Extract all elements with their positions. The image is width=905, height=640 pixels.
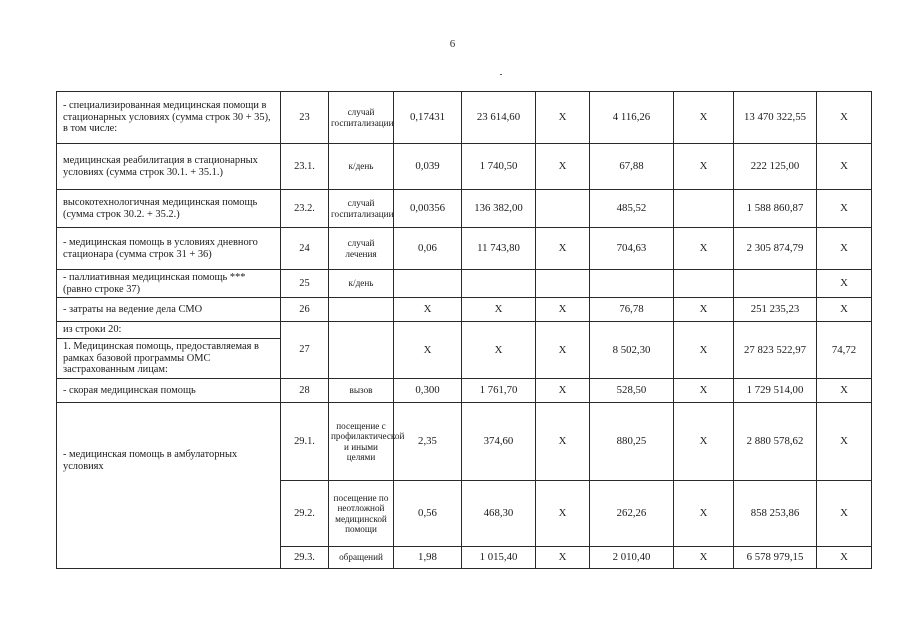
row-line: 24 <box>281 228 329 270</box>
row-value: X <box>536 298 590 322</box>
row-value: 2 010,40 <box>590 547 674 569</box>
row-value: 0,00356 <box>394 190 462 228</box>
row-value: X <box>536 144 590 190</box>
row-value: X <box>462 322 536 379</box>
row-value: 1 761,70 <box>462 379 536 403</box>
row-value: 2 880 578,62 <box>734 403 817 481</box>
row-unit <box>329 298 394 322</box>
row-line: 26 <box>281 298 329 322</box>
row-line: 25 <box>281 270 329 298</box>
row-value: 528,50 <box>590 379 674 403</box>
table-row <box>57 270 872 298</box>
row-value: 8 502,30 <box>590 322 674 379</box>
row-unit: случай госпитализации <box>329 92 394 144</box>
row-value: 27 823 522,97 <box>734 322 817 379</box>
table-row <box>57 379 872 403</box>
row-value: 0,300 <box>394 379 462 403</box>
row-value: X <box>536 547 590 569</box>
row-unit: к/день <box>329 270 394 298</box>
scan-speck <box>500 74 502 75</box>
row-value: 485,52 <box>590 190 674 228</box>
row-value: 262,26 <box>590 481 674 547</box>
row-value: X <box>674 92 734 144</box>
row-value: X <box>817 270 872 298</box>
row-line: 29.2. <box>281 481 329 547</box>
row-value: X <box>536 228 590 270</box>
row-value: 74,72 <box>817 322 872 379</box>
row-value: X <box>817 379 872 403</box>
row-value: 704,63 <box>590 228 674 270</box>
table-row <box>57 403 872 481</box>
row-value: 23 614,60 <box>462 92 536 144</box>
row-value <box>734 270 817 298</box>
row-value: 251 235,23 <box>734 298 817 322</box>
row-value: 136 382,00 <box>462 190 536 228</box>
row-name: - затраты на ведение дела СМО <box>57 298 281 322</box>
row-value: 1 015,40 <box>462 547 536 569</box>
row-value <box>536 190 590 228</box>
row-unit: случай лечения <box>329 228 394 270</box>
row-value <box>394 270 462 298</box>
row-name: - паллиативная медицинская помощь *** (равно строке 37) <box>57 270 281 298</box>
row-value: 76,78 <box>590 298 674 322</box>
row-line: 23.1. <box>281 144 329 190</box>
row-value: 1 588 860,87 <box>734 190 817 228</box>
row-value: 67,88 <box>590 144 674 190</box>
row-value: 0,06 <box>394 228 462 270</box>
row-line: 23.2. <box>281 190 329 228</box>
row-value: X <box>394 322 462 379</box>
row-name: медицинская реабилитация в стационарных условиях (сумма строк 30.1. + 35.1.) <box>57 144 281 190</box>
row-line: 29.1. <box>281 403 329 481</box>
row-value: X <box>462 298 536 322</box>
row-value: X <box>674 379 734 403</box>
row-value <box>674 270 734 298</box>
row-value: X <box>674 481 734 547</box>
row-unit <box>329 322 394 379</box>
row-value: X <box>817 190 872 228</box>
row-from-label: из строки 20: <box>57 322 281 339</box>
row-value: 222 125,00 <box>734 144 817 190</box>
row-value: X <box>817 228 872 270</box>
row-value: X <box>817 547 872 569</box>
row-unit: обращений <box>329 547 394 569</box>
row-line: 28 <box>281 379 329 403</box>
row-unit: посещение с профилактической и иными целями <box>329 403 394 481</box>
row-value <box>462 270 536 298</box>
row-value: 1 740,50 <box>462 144 536 190</box>
row-unit: к/день <box>329 144 394 190</box>
row-value: X <box>817 298 872 322</box>
row-value: 11 743,80 <box>462 228 536 270</box>
row-value: X <box>536 379 590 403</box>
row-value: X <box>394 298 462 322</box>
row-value <box>674 190 734 228</box>
row-value: 1,98 <box>394 547 462 569</box>
row-name: 1. Медицинская помощь, предоставляемая в рамках базовой программы ОМС застрахованным лицам: <box>57 339 281 379</box>
row-value: X <box>674 547 734 569</box>
row-value: 2,35 <box>394 403 462 481</box>
row-value: X <box>674 298 734 322</box>
row-value: X <box>674 322 734 379</box>
row-value: X <box>817 403 872 481</box>
row-name: - медицинская помощь в амбулаторных условиях <box>57 403 281 569</box>
row-value: 374,60 <box>462 403 536 481</box>
financial-table <box>56 91 872 569</box>
row-value: 880,25 <box>590 403 674 481</box>
row-value: 0,039 <box>394 144 462 190</box>
page-number: 6 <box>449 38 456 50</box>
row-name: - скорая медицинская помощь <box>57 379 281 403</box>
row-value: 468,30 <box>462 481 536 547</box>
row-value: X <box>817 144 872 190</box>
row-line: 23 <box>281 92 329 144</box>
row-value: 4 116,26 <box>590 92 674 144</box>
row-unit: посещение по неотложной медицинской помощи <box>329 481 394 547</box>
row-value: X <box>674 228 734 270</box>
row-value: X <box>536 322 590 379</box>
row-value: X <box>674 144 734 190</box>
row-value: X <box>817 92 872 144</box>
row-value: 0,17431 <box>394 92 462 144</box>
row-name: - медицинская помощь в условиях дневного стационара (сумма строк 31 + 36) <box>57 228 281 270</box>
table-row <box>57 322 872 339</box>
row-value: 2 305 874,79 <box>734 228 817 270</box>
row-name: - специализированная медицинская помощи в стационарных условиях (сумма строк 30 + 35), в том числе: <box>57 92 281 144</box>
row-value <box>536 270 590 298</box>
row-value: 6 578 979,15 <box>734 547 817 569</box>
table-row <box>57 190 872 228</box>
row-value <box>590 270 674 298</box>
row-value: 0,56 <box>394 481 462 547</box>
row-value: X <box>536 403 590 481</box>
row-name: высокотехнологичная медицинская помощь (сумма строк 30.2. + 35.2.) <box>57 190 281 228</box>
row-value: 1 729 514,00 <box>734 379 817 403</box>
row-line: 27 <box>281 322 329 379</box>
row-value: X <box>674 403 734 481</box>
row-value: X <box>536 481 590 547</box>
row-value: 13 470 322,55 <box>734 92 817 144</box>
table-row <box>57 298 872 322</box>
table-row <box>57 92 872 144</box>
row-line: 29.3. <box>281 547 329 569</box>
row-unit: случай госпитализации <box>329 190 394 228</box>
row-value: X <box>817 481 872 547</box>
table-row <box>57 228 872 270</box>
row-value: 858 253,86 <box>734 481 817 547</box>
table-row <box>57 144 872 190</box>
row-unit: вызов <box>329 379 394 403</box>
row-value: X <box>536 92 590 144</box>
